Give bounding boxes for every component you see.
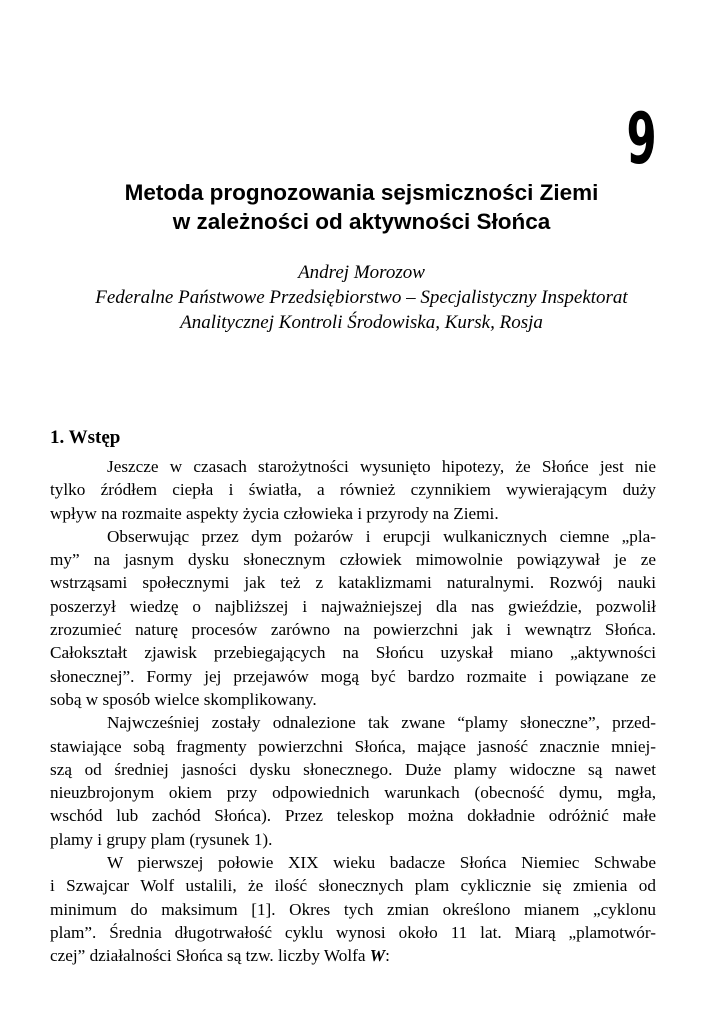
text-line: Najwcześniej zostały odnalezione tak zwane “plamy słoneczne”, przed- bbox=[107, 713, 656, 733]
text-fragment: czej” działalności Słońca są tzw. liczby Wolfa bbox=[50, 946, 370, 966]
paragraph bbox=[50, 711, 656, 851]
paper-title-line: w zależności od aktywności Słońca bbox=[172, 209, 551, 234]
wolf-number-symbol: W bbox=[369, 946, 386, 966]
text-fragment: : bbox=[385, 946, 390, 966]
text-line: minimum do maksimum [1]. Okres tych zmian określono mianem „cyklonu bbox=[50, 899, 656, 919]
text-line: my” na jasnym dysku słonecznym człowiek mimowolnie powiązywał je ze bbox=[50, 550, 656, 570]
paragraph bbox=[50, 525, 656, 711]
text-line: stawiające sobą fragmenty powierzchni Słońca, mające jasność znacznie mniej- bbox=[50, 736, 656, 756]
text-line: Obserwując przez dym pożarów i erupcji wulkanicznych ciemne „pla- bbox=[107, 526, 656, 546]
text-line: wstrząsami społecznymi jak też z kataklizmami naturalnymi. Rozwój nauki bbox=[50, 573, 656, 593]
text-line: i Szwajcar Wolf ustalili, że ilość słonecznych plam cyklicznie się zmienia od bbox=[50, 876, 656, 896]
paper-title bbox=[40, 178, 683, 236]
text-line: szą od średniej jasności dysku słonecznego. Duże plamy widoczne są nawet bbox=[50, 759, 656, 779]
author-affiliation: Analitycznej Kontroli Środowiska, Kursk, Rosja bbox=[180, 312, 543, 333]
text-line: Jeszcze w czasach starożytności wysunięto hipotezy, że Słońce jest nie bbox=[107, 457, 656, 476]
author-name: Andrej Morozow bbox=[298, 262, 425, 283]
text-line: wpływ na rozmaite aspekty życia człowieka i przyrody na Ziemi. bbox=[50, 503, 499, 523]
text-line: zrozumieć naturę procesów zarówno na powierzchni jak i wewnątrz Słońca. bbox=[50, 620, 656, 640]
text-line: słonecznej”. Formy jej przejawów mogą być bardzo rozmaite i powiązane ze bbox=[50, 666, 656, 686]
text-line: nieuzbrojonym okiem przy odpowiednich warunkach (obecność dymu, mgła, bbox=[50, 783, 656, 803]
text-line: W pierwszej połowie XIX wieku badacze Słońca Niemiec Schwabe bbox=[107, 853, 656, 873]
paragraph bbox=[50, 455, 656, 525]
text-line bbox=[50, 944, 656, 967]
text-line: plamy i grupy plam (rysunek 1). bbox=[50, 829, 273, 849]
text-line: wschód lub zachód Słońca). Przez teleskop można dokładnie odróżnić małe bbox=[50, 806, 656, 826]
author-affiliation: Federalne Państwowe Przedsiębiorstwo – Specjalistyczny Inspektorat bbox=[95, 287, 628, 308]
author-block bbox=[30, 260, 693, 335]
paragraph bbox=[50, 851, 656, 967]
text-line: plam”. Średnia długotrwałość cyklu wynosi około 11 lat. Miarą „plamotwór- bbox=[50, 922, 656, 942]
text-line: sobą w sposób wielce skomplikowany. bbox=[50, 689, 317, 709]
paper-title-line: Metoda prognozowania sejsmiczności Ziemi bbox=[124, 180, 599, 205]
body-text bbox=[50, 455, 656, 968]
section-heading: 1. Wstęp bbox=[50, 427, 121, 448]
text-line: tylko źródłem ciepła i światła, a również czynnikiem wywierającym duży bbox=[50, 480, 656, 500]
text-line: poszerzył wiedzę o najbliższej i najważniejszej dla nas gwieździe, pozwolił bbox=[50, 596, 656, 616]
chapter-number: 9 bbox=[626, 98, 657, 180]
text-line: Całokształt zjawisk przebiegających na Słońcu uzyskał miano „aktywności bbox=[50, 643, 656, 663]
